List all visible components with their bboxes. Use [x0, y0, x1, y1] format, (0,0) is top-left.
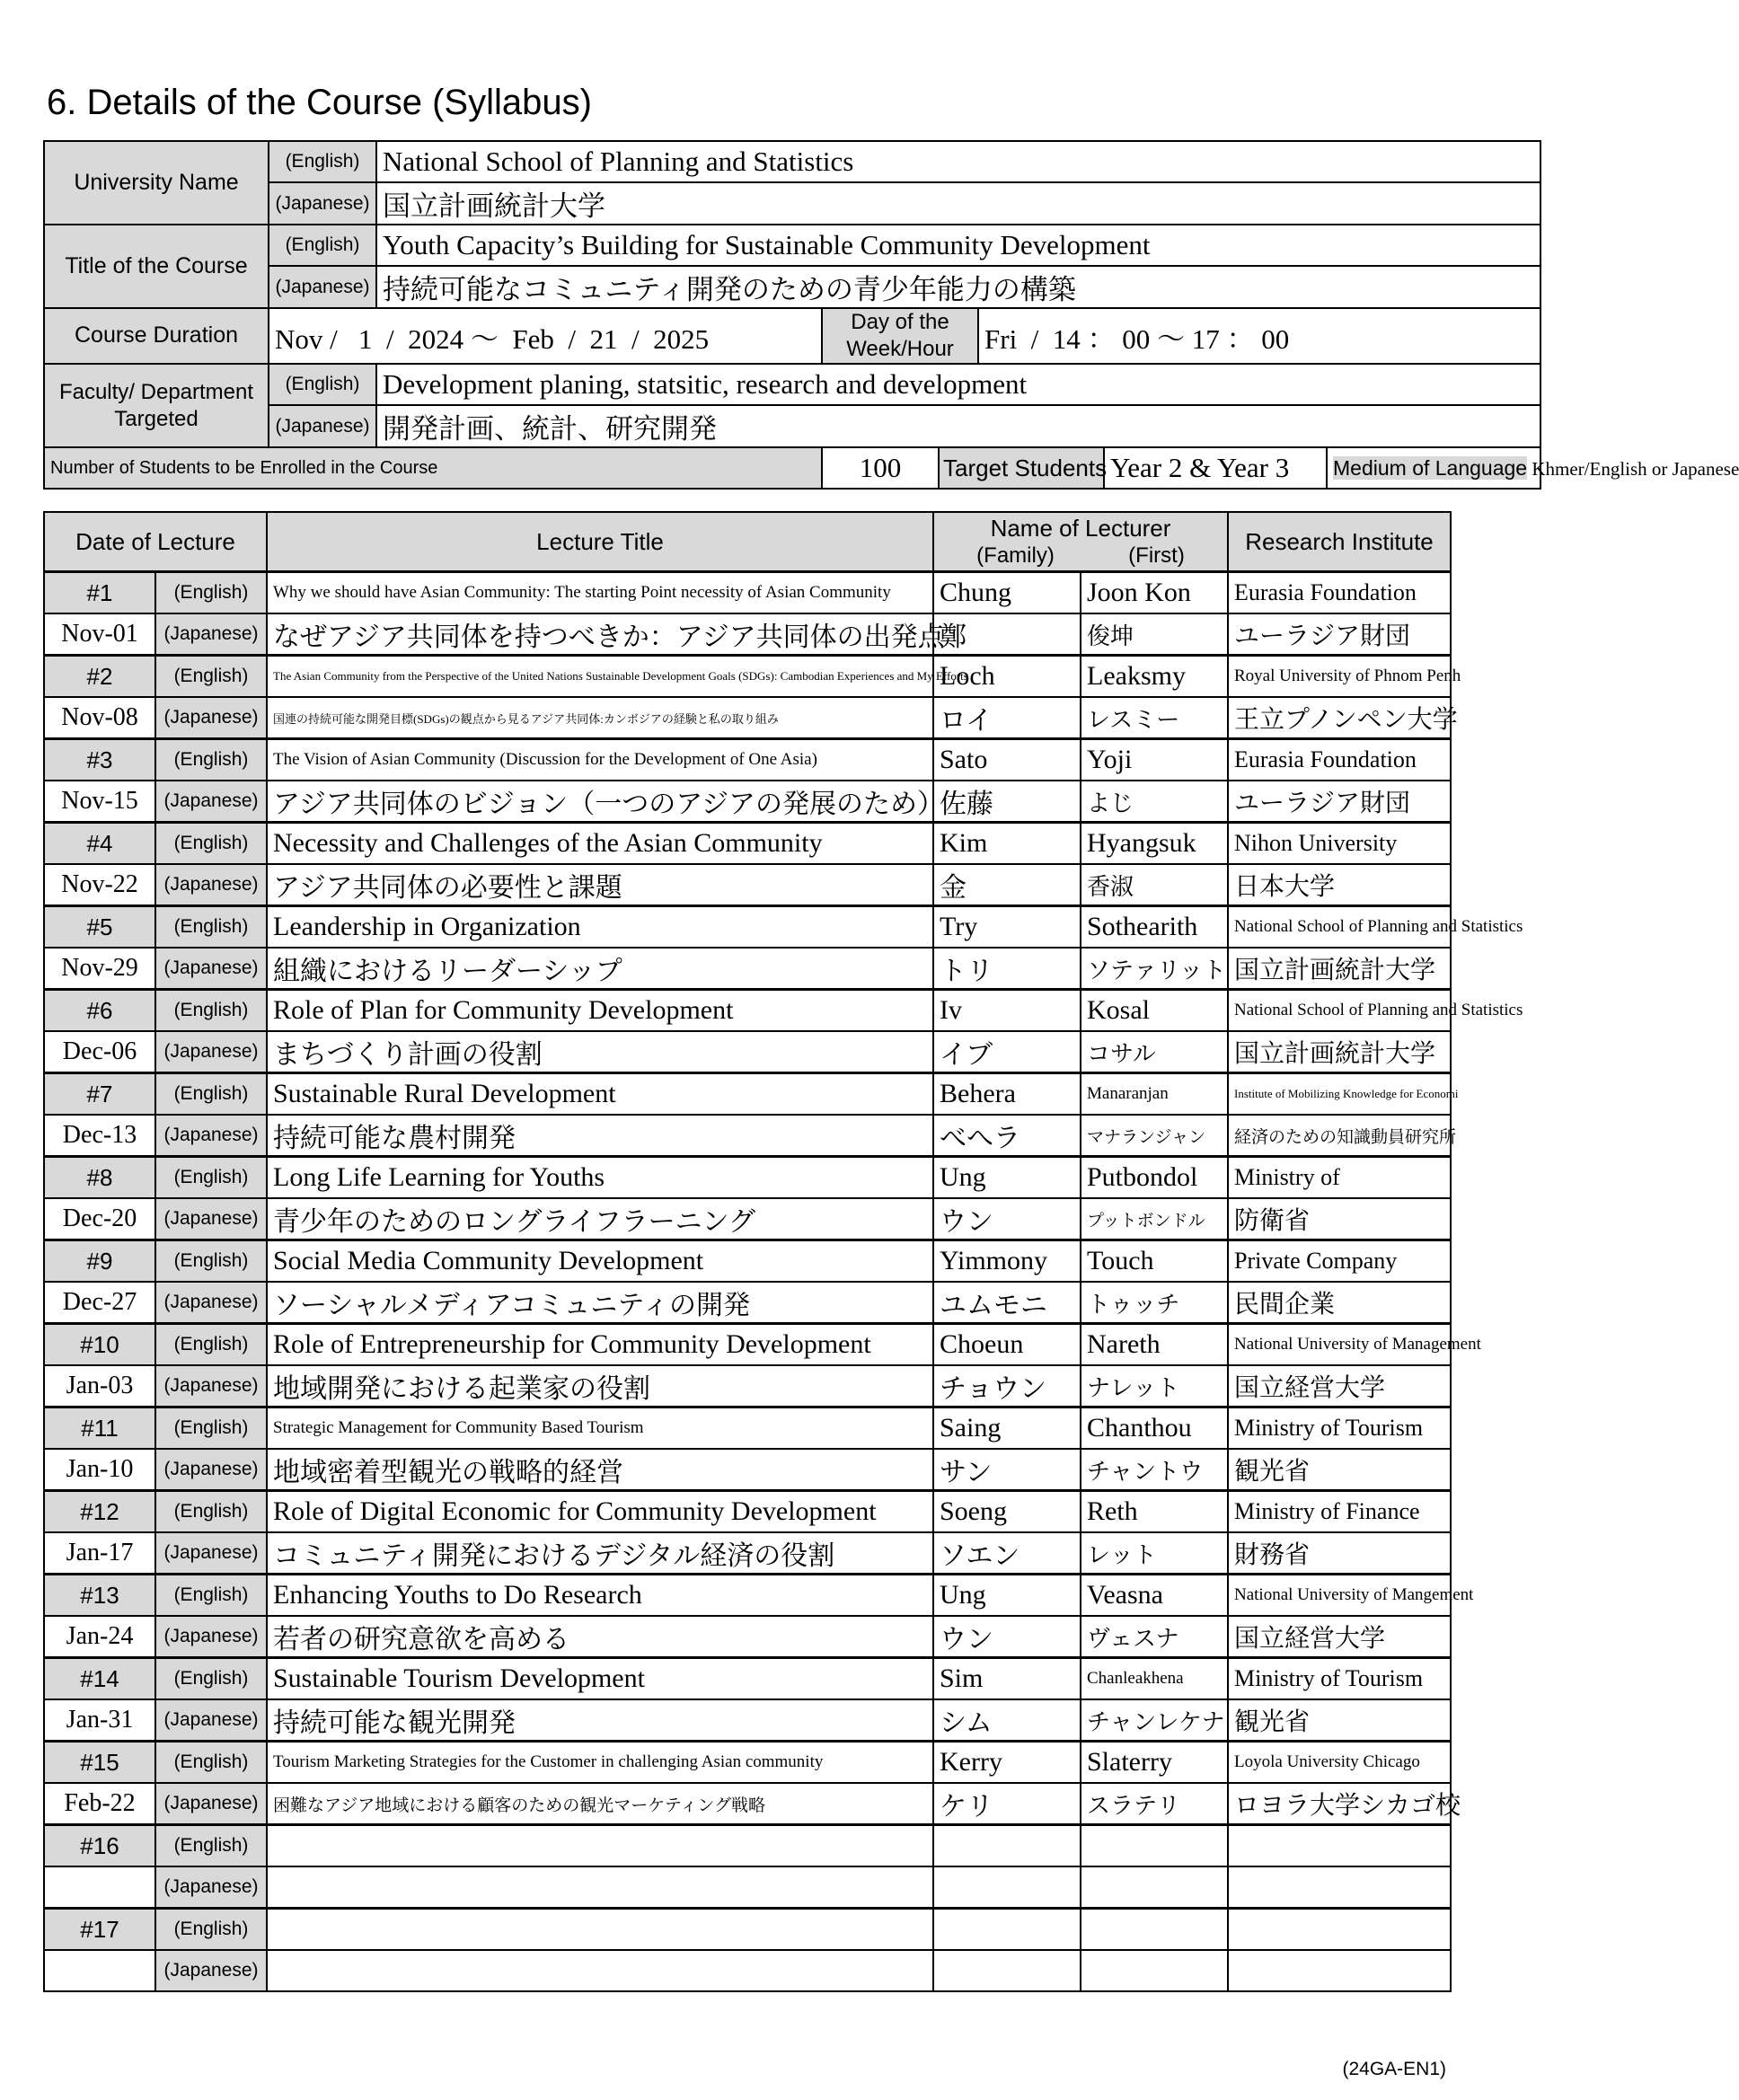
- lecturer-first-english: Joon Kon: [1081, 572, 1228, 614]
- course-title-label: Title of the Course: [44, 225, 269, 308]
- lecture-title-english: Enhancing Youths to Do Research: [267, 1575, 933, 1617]
- lecturer-first-english: Yoji: [1081, 739, 1228, 781]
- table-row: [44, 1742, 1451, 1784]
- lang-tag-japanese: (Japanese): [155, 1950, 267, 1991]
- lecture-date: [44, 1950, 155, 1991]
- table-row: [44, 948, 1451, 990]
- lecturer-family-japanese: ケリ: [933, 1783, 1081, 1825]
- lecture-number: #8: [44, 1157, 155, 1199]
- lecture-title-japanese: ソーシャルメディアコミュニティの開発: [267, 1282, 933, 1324]
- lecturer-family-japanese: ウン: [933, 1198, 1081, 1240]
- table-row: [44, 656, 1451, 698]
- institute-japanese: 観光省: [1228, 1699, 1451, 1742]
- table-row: [44, 1115, 1451, 1157]
- lecturer-first-japanese: ソテァリット: [1081, 948, 1228, 990]
- lecture-title-english: Sustainable Rural Development: [267, 1073, 933, 1116]
- target-students-label: Target Students: [939, 447, 1104, 489]
- students-value: 100: [822, 447, 939, 489]
- table-row: [44, 1866, 1451, 1909]
- lecturer-first-english: [1081, 1909, 1228, 1951]
- lecturer-first-english: Sothearith: [1081, 906, 1228, 949]
- institute-english: [1228, 1909, 1451, 1951]
- lecture-title-english: The Vision of Asian Community (Discussion for the Development of One Asia): [267, 739, 933, 781]
- table-row: [44, 1240, 1451, 1283]
- lecture-number: #12: [44, 1491, 155, 1533]
- lecturer-first-japanese: トゥッチ: [1081, 1282, 1228, 1324]
- table-row: [44, 781, 1451, 823]
- lecture-title-japanese: コミュニティ開発におけるデジタル経済の役割: [267, 1532, 933, 1575]
- lecture-number: #2: [44, 656, 155, 698]
- table-row: [44, 1073, 1451, 1116]
- form-code: (24GA-EN1): [1342, 2059, 1446, 2079]
- lecturer-first-japanese: 香淑: [1081, 864, 1228, 906]
- university-name-english: National School of Planning and Statistics: [376, 141, 1540, 182]
- lecturer-first-english: Kosal: [1081, 990, 1228, 1032]
- lecturer-first-japanese: スラテリ: [1081, 1783, 1228, 1825]
- lecturer-first-english: Hyangsuk: [1081, 823, 1228, 865]
- lang-tag-english: (English): [155, 572, 267, 614]
- lecturer-family-japanese: 佐藤: [933, 781, 1081, 823]
- institute-japanese: ユーラジア財団: [1228, 613, 1451, 656]
- course-duration-label: Course Duration: [44, 308, 269, 364]
- lang-tag-japanese: (Japanese): [155, 1532, 267, 1575]
- lecturer-family-english: [933, 1909, 1081, 1951]
- lecturer-family-japanese: シム: [933, 1699, 1081, 1742]
- lecture-title-english: [267, 1909, 933, 1951]
- lecturer-first-japanese: マナランジャン: [1081, 1115, 1228, 1157]
- lecturer-first-japanese: ナレット: [1081, 1365, 1228, 1407]
- institute-japanese: 防衛省: [1228, 1198, 1451, 1240]
- lecture-number: #4: [44, 823, 155, 865]
- institute-english: [1228, 1825, 1451, 1867]
- lang-tag-japanese: (Japanese): [155, 864, 267, 906]
- lecturer-family-english: Choeun: [933, 1324, 1081, 1366]
- table-row: [44, 864, 1451, 906]
- institute-japanese: 国立計画統計大学: [1228, 948, 1451, 990]
- lecturer-family-japanese: トリ: [933, 948, 1081, 990]
- lang-tag-japanese: (Japanese): [155, 1616, 267, 1658]
- institute-english: National University of Management: [1228, 1324, 1451, 1366]
- lecturer-first-japanese: プットボンドル: [1081, 1198, 1228, 1240]
- table-row: [44, 1449, 1451, 1491]
- lecture-title-english: Strategic Management for Community Based Tourism: [267, 1407, 933, 1450]
- medium-language-cell: [1327, 447, 1739, 489]
- lang-tag-japanese: (Japanese): [155, 1282, 267, 1324]
- faculty-japanese: 開発計画、統計、研究開発: [376, 405, 1540, 447]
- table-row: [44, 572, 1451, 614]
- lang-tag-english: (English): [269, 364, 376, 405]
- lecturer-first-japanese: レット: [1081, 1532, 1228, 1575]
- lecturer-family-english: Chung: [933, 572, 1081, 614]
- lecture-title-english: Why we should have Asian Community: The starting Point necessity of Asian Community: [267, 572, 933, 614]
- table-row: [44, 990, 1451, 1032]
- lecture-title-japanese: まちづくり計画の役割: [267, 1031, 933, 1073]
- lecturer-family-english: Sim: [933, 1658, 1081, 1700]
- lecturer-family-japanese: 鄭: [933, 613, 1081, 656]
- lecture-title-japanese: なぜアジア共同体を持つべきか：アジア共同体の出発点: [267, 613, 933, 656]
- lecture-date: Dec-06: [44, 1031, 155, 1073]
- lecturer-first-english: Touch: [1081, 1240, 1228, 1283]
- lecturer-first-japanese: [1081, 1866, 1228, 1909]
- lecture-number: #9: [44, 1240, 155, 1283]
- lecturer-family-english: Iv: [933, 990, 1081, 1032]
- date-of-lecture-header: Date of Lecture: [44, 512, 267, 572]
- lecture-number: #10: [44, 1324, 155, 1366]
- family-name-subheader: (Family): [976, 543, 1055, 569]
- lecturer-family-japanese: 金: [933, 864, 1081, 906]
- lecture-date: Jan-24: [44, 1616, 155, 1658]
- medium-language-label: Medium of Language: [1333, 455, 1528, 480]
- lecture-date: Jan-31: [44, 1699, 155, 1742]
- lecture-date: [44, 1866, 155, 1909]
- lecturer-first-english: Slaterry: [1081, 1742, 1228, 1784]
- institute-japanese: ロヨラ大学シカゴ校: [1228, 1783, 1451, 1825]
- table-row: [44, 1532, 1451, 1575]
- lecturer-family-english: Try: [933, 906, 1081, 949]
- lecture-title-english: [267, 1825, 933, 1867]
- lecturer-first-japanese: [1081, 1950, 1228, 1991]
- institute-japanese: 経済のための知識動員研究所: [1228, 1115, 1451, 1157]
- lecture-title-japanese: 地域開発における起業家の役割: [267, 1365, 933, 1407]
- institute-japanese: [1228, 1950, 1451, 1991]
- faculty-label: Faculty/ Department Targeted: [44, 364, 269, 447]
- lecturer-family-english: Ung: [933, 1157, 1081, 1199]
- lang-tag-english: (English): [269, 141, 376, 182]
- lecture-number: #7: [44, 1073, 155, 1116]
- institute-japanese: 観光省: [1228, 1449, 1451, 1491]
- lecture-number: #11: [44, 1407, 155, 1450]
- lecture-number: #14: [44, 1658, 155, 1700]
- lecture-title-english: Necessity and Challenges of the Asian Community: [267, 823, 933, 865]
- lang-tag-japanese: (Japanese): [155, 1115, 267, 1157]
- lecturer-family-japanese: ソエン: [933, 1532, 1081, 1575]
- lecturer-name-header: [933, 512, 1228, 572]
- institute-english: Private Company: [1228, 1240, 1451, 1283]
- lecturer-first-english: Veasna: [1081, 1575, 1228, 1617]
- institute-japanese: 財務省: [1228, 1532, 1451, 1575]
- table-row: [44, 1282, 1451, 1324]
- lecture-number: #5: [44, 906, 155, 949]
- lecture-number: #13: [44, 1575, 155, 1617]
- lecture-date: Nov-15: [44, 781, 155, 823]
- lecture-title-english: Social Media Community Development: [267, 1240, 933, 1283]
- lecture-title-english: Role of Entrepreneurship for Community Development: [267, 1324, 933, 1366]
- lang-tag-english: (English): [155, 1575, 267, 1617]
- table-row: [44, 1783, 1451, 1825]
- lang-tag-english: (English): [155, 1240, 267, 1283]
- lecture-number: #16: [44, 1825, 155, 1867]
- lecture-title-english: Leandership in Organization: [267, 906, 933, 949]
- table-row: [44, 1699, 1451, 1742]
- day-hour-label: Day of the Week/Hour: [822, 308, 978, 364]
- lecture-title-japanese: 組織におけるリーダーシップ: [267, 948, 933, 990]
- institute-english: Eurasia Foundation: [1228, 739, 1451, 781]
- lecturer-family-english: Saing: [933, 1407, 1081, 1450]
- lecture-title-japanese: 持続可能な農村開発: [267, 1115, 933, 1157]
- lecture-title-english: The Asian Community from the Perspective of the United Nations Sustainable Development Goals (SDGs): Cambodian Experiences and My Efforts: [267, 656, 933, 698]
- course-title-japanese: 持続可能なコミュニティ開発のための青少年能力の構築: [376, 266, 1540, 308]
- institute-japanese: 国立経営大学: [1228, 1365, 1451, 1407]
- lecture-title-header: Lecture Title: [267, 512, 933, 572]
- lecture-title-english: Tourism Marketing Strategies for the Customer in challenging Asian community: [267, 1742, 933, 1784]
- lecture-date: Dec-13: [44, 1115, 155, 1157]
- lecturer-first-english: Nareth: [1081, 1324, 1228, 1366]
- lecturer-family-japanese: [933, 1866, 1081, 1909]
- lecture-title-japanese: 持続可能な観光開発: [267, 1699, 933, 1742]
- table-row: [44, 1157, 1451, 1199]
- course-title-english: Youth Capacity’s Building for Sustainable Community Development: [376, 225, 1540, 266]
- lecture-number: #15: [44, 1742, 155, 1784]
- lecture-title-english: Sustainable Tourism Development: [267, 1658, 933, 1700]
- lecturer-first-japanese: レスミー: [1081, 697, 1228, 739]
- lecturer-family-japanese: ユムモニ: [933, 1282, 1081, 1324]
- institute-english: Ministry of Finance: [1228, 1491, 1451, 1533]
- lecture-title-japanese: 国連の持続可能な開発目標(SDGs)の観点から見るアジア共同体:カンボジアの経験と私の取り組み: [267, 697, 933, 739]
- lecture-title-japanese: 困難なアジア地域における顧客のための観光マーケティング戦略: [267, 1783, 933, 1825]
- table-row: [44, 1575, 1451, 1617]
- lecture-number: #6: [44, 990, 155, 1032]
- lecturer-first-english: Chanleakhena: [1081, 1658, 1228, 1700]
- lecture-schedule-table: [43, 511, 1523, 1992]
- lang-tag-english: (English): [155, 1157, 267, 1199]
- institute-english: National School of Planning and Statistics: [1228, 906, 1451, 949]
- lecturer-family-english: Kim: [933, 823, 1081, 865]
- lang-tag-japanese: (Japanese): [155, 697, 267, 739]
- lang-tag-english: (English): [155, 1825, 267, 1867]
- institute-japanese: 王立プノンペン大学: [1228, 697, 1451, 739]
- table-row: [44, 1324, 1451, 1366]
- lecture-title-english: Role of Digital Economic for Community Development: [267, 1491, 933, 1533]
- lang-tag-english: (English): [155, 1742, 267, 1784]
- lang-tag-japanese: (Japanese): [155, 781, 267, 823]
- students-label: Number of Students to be Enrolled in the Course: [44, 447, 822, 489]
- table-row: [44, 1198, 1451, 1240]
- lecturer-first-english: [1081, 1825, 1228, 1867]
- lecturer-family-japanese: チョウン: [933, 1365, 1081, 1407]
- lecture-date: Jan-10: [44, 1449, 155, 1491]
- lecturer-family-english: Kerry: [933, 1742, 1081, 1784]
- institute-english: Royal University of Phnom Penh: [1228, 656, 1451, 698]
- lecture-date: Nov-01: [44, 613, 155, 656]
- table-row: [44, 1950, 1451, 1991]
- course-duration-value: Nov / 1 / 2024 ～ Feb / 21 / 2025: [269, 308, 822, 364]
- lecturer-first-english: Putbondol: [1081, 1157, 1228, 1199]
- lang-tag-english: (English): [155, 1073, 267, 1116]
- table-row: [44, 613, 1451, 656]
- lecturer-family-english: Sato: [933, 739, 1081, 781]
- lecture-title-english: Long Life Learning for Youths: [267, 1157, 933, 1199]
- lecture-title-japanese: アジア共同体の必要性と課題: [267, 864, 933, 906]
- lang-tag-english: (English): [269, 225, 376, 266]
- table-row: [44, 906, 1451, 949]
- institute-english: Nihon University: [1228, 823, 1451, 865]
- lang-tag-english: (English): [155, 1658, 267, 1700]
- institute-english: Ministry of Tourism: [1228, 1658, 1451, 1700]
- lecturer-first-english: Reth: [1081, 1491, 1228, 1533]
- lecturer-family-japanese: イブ: [933, 1031, 1081, 1073]
- lecturer-family-japanese: [933, 1950, 1081, 1991]
- lecture-number: #1: [44, 572, 155, 614]
- lecturer-first-japanese: コサル: [1081, 1031, 1228, 1073]
- lang-tag-english: (English): [155, 990, 267, 1032]
- institute-japanese: 民間企業: [1228, 1282, 1451, 1324]
- page-title: 6. Details of the Course (Syllabus): [47, 83, 592, 122]
- lecture-date: Dec-20: [44, 1198, 155, 1240]
- lecture-date: Jan-03: [44, 1365, 155, 1407]
- lecturer-name-label: Name of Lecturer: [990, 514, 1171, 542]
- lecturer-first-japanese: 俊坤: [1081, 613, 1228, 656]
- lecture-date: Jan-17: [44, 1532, 155, 1575]
- lecturer-first-japanese: よじ: [1081, 781, 1228, 823]
- lang-tag-japanese: (Japanese): [269, 266, 376, 308]
- institute-english: Institute of Mobilizing Knowledge for Economi: [1228, 1073, 1451, 1116]
- lang-tag-japanese: (Japanese): [155, 1449, 267, 1491]
- institute-english: Ministry of: [1228, 1157, 1451, 1199]
- lang-tag-english: (English): [155, 656, 267, 698]
- lang-tag-english: (English): [155, 1407, 267, 1450]
- institute-japanese: ユーラジア財団: [1228, 781, 1451, 823]
- lecture-date: Nov-22: [44, 864, 155, 906]
- lecturer-first-english: Chanthou: [1081, 1407, 1228, 1450]
- lecturer-family-japanese: ロイ: [933, 697, 1081, 739]
- lecture-title-japanese: 若者の研究意欲を高める: [267, 1616, 933, 1658]
- lecturer-family-english: Ung: [933, 1575, 1081, 1617]
- lang-tag-english: (English): [155, 1909, 267, 1951]
- table-row: [44, 1616, 1451, 1658]
- institute-japanese: 国立計画統計大学: [1228, 1031, 1451, 1073]
- university-name-label: University Name: [44, 141, 269, 225]
- institute-japanese: 国立経営大学: [1228, 1616, 1451, 1658]
- lang-tag-japanese: (Japanese): [155, 1783, 267, 1825]
- lecturer-first-japanese: ヴェスナ: [1081, 1616, 1228, 1658]
- lang-tag-japanese: (Japanese): [155, 1031, 267, 1073]
- lecture-number: #17: [44, 1909, 155, 1951]
- lecturer-first-english: Leaksmy: [1081, 656, 1228, 698]
- lecturer-first-english: Manaranjan: [1081, 1073, 1228, 1116]
- lecturer-subheaders: [940, 543, 1222, 569]
- lang-tag-english: (English): [155, 906, 267, 949]
- lecturer-family-english: [933, 1825, 1081, 1867]
- table-row: [44, 1658, 1451, 1700]
- lecture-date: Dec-27: [44, 1282, 155, 1324]
- lang-tag-english: (English): [155, 1324, 267, 1366]
- lecturer-family-english: Behera: [933, 1073, 1081, 1116]
- lecturer-family-japanese: ウン: [933, 1616, 1081, 1658]
- lecture-title-japanese: [267, 1866, 933, 1909]
- lecture-date: Feb-22: [44, 1783, 155, 1825]
- day-hour-value: Fri / 14 ： 00 ～ 17 ： 00: [978, 308, 1540, 364]
- lang-tag-english: (English): [155, 1491, 267, 1533]
- lecturer-family-english: Loch: [933, 656, 1081, 698]
- table-row: [44, 1825, 1451, 1867]
- lecturer-family-english: Yimmony: [933, 1240, 1081, 1283]
- lang-tag-english: (English): [155, 739, 267, 781]
- medium-language-value: Khmer/English or Japanese: [1532, 457, 1739, 480]
- institute-english: National School of Planning and Statistics: [1228, 990, 1451, 1032]
- lang-tag-japanese: (Japanese): [155, 948, 267, 990]
- institute-english: Loyola University Chicago: [1228, 1742, 1451, 1784]
- lang-tag-japanese: (Japanese): [155, 1866, 267, 1909]
- institute-english: Eurasia Foundation: [1228, 572, 1451, 614]
- lecturer-first-japanese: チャンレケナ: [1081, 1699, 1228, 1742]
- faculty-english: Development planing, statsitic, research and development: [376, 364, 1540, 405]
- lecture-title-japanese: 青少年のためのロングライフラーニング: [267, 1198, 933, 1240]
- lecture-title-japanese: [267, 1950, 933, 1991]
- lecturer-family-japanese: べへラ: [933, 1115, 1081, 1157]
- lecture-title-japanese: アジア共同体のビジョン（一つのアジアの発展のため）: [267, 781, 933, 823]
- lang-tag-japanese: (Japanese): [155, 613, 267, 656]
- table-row: [44, 697, 1451, 739]
- target-students-value: Year 2 & Year 3: [1104, 447, 1327, 489]
- first-name-subheader: (First): [1128, 543, 1185, 569]
- lang-tag-english: (English): [155, 823, 267, 865]
- table-row: [44, 1407, 1451, 1450]
- table-row: [44, 1365, 1451, 1407]
- lang-tag-japanese: (Japanese): [155, 1198, 267, 1240]
- table-row: [44, 1031, 1451, 1073]
- institute-japanese: [1228, 1866, 1451, 1909]
- lecture-title-english: Role of Plan for Community Development: [267, 990, 933, 1032]
- lecture-date: Nov-08: [44, 697, 155, 739]
- lang-tag-japanese: (Japanese): [269, 405, 376, 447]
- lecturer-first-japanese: チャントウ: [1081, 1449, 1228, 1491]
- lang-tag-japanese: (Japanese): [155, 1365, 267, 1407]
- lang-tag-japanese: (Japanese): [269, 182, 376, 225]
- institute-japanese: 日本大学: [1228, 864, 1451, 906]
- institute-english: National University of Mangement: [1228, 1575, 1451, 1617]
- lang-tag-japanese: (Japanese): [155, 1699, 267, 1742]
- lecture-date: Nov-29: [44, 948, 155, 990]
- institute-english: Ministry of Tourism: [1228, 1407, 1451, 1450]
- table-row: [44, 1491, 1451, 1533]
- table-row: [44, 1909, 1451, 1951]
- university-name-japanese: 国立計画統計大学: [376, 182, 1540, 225]
- lecturer-family-japanese: サン: [933, 1449, 1081, 1491]
- lecture-number: #3: [44, 739, 155, 781]
- research-institute-header: Research Institute: [1228, 512, 1451, 572]
- course-info-table: [43, 140, 1739, 490]
- table-row: [44, 823, 1451, 865]
- lecture-title-japanese: 地域密着型観光の戦略的経営: [267, 1449, 933, 1491]
- lecturer-family-english: Soeng: [933, 1491, 1081, 1533]
- table-row: [44, 739, 1451, 781]
